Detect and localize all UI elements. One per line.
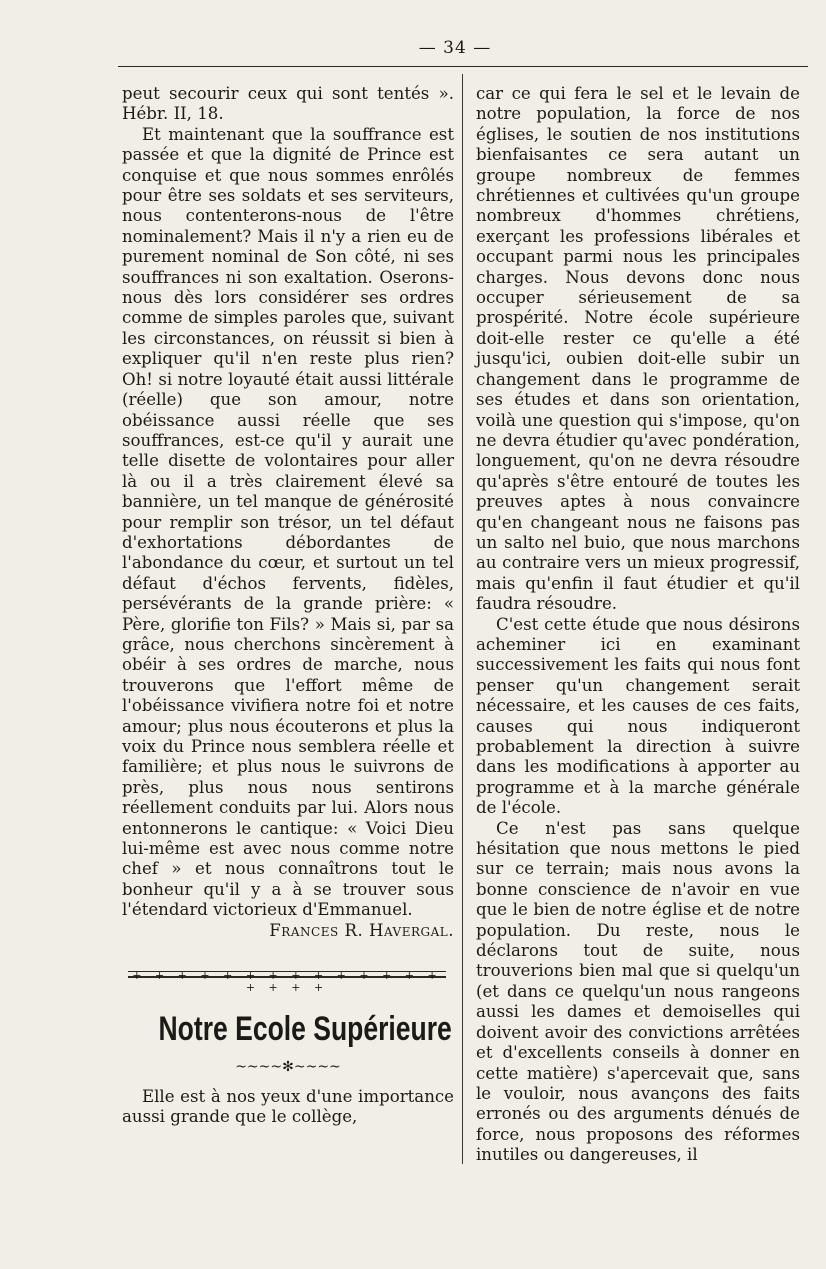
signature: Frances R. Havergal. — [269, 920, 454, 940]
column-divider — [462, 74, 463, 1164]
section-ornament — [128, 967, 446, 995]
right-column — [476, 84, 800, 1166]
right-paragraph-3: Ce n'est pas sans quelque hésitation que nous mettons le pied sur ce terrain; mais nous avons la bonne conscience de n'avoir en vue que le bien de notre église et de notre population. Du reste, nous le déclarons tout de suite, nous trouverions bien mal que si quelqu'un (et dans ce quelqu'un nous rangeons aussi les dames et demoiselles qui doivent avoir des convictions arrêtées et d'excellents conseils à donner en cette matière) s'apercevait que, sans le vouloir, nous avançons des faits erronés ou des arguments dénués de force, nous proposons des réformes inutiles ou dangereuses, il — [476, 818, 800, 1165]
ornament-crosses: + + + + + + + + + + + + + + + + + + — [132, 969, 442, 995]
article-intro: Elle est à nos yeux d'une importance aussi grande que le collège, — [122, 1087, 454, 1127]
left-paragraph-2: Et maintenant que la souffrance est passée et que la dignité de Prince est conquise et que nous sommes enrôlés pour être ses soldats et ses serviteurs, nous contenterons-nous de l'être nominalement? Mais il n'y a rien eu de purement nominal de Son côté, ni ses souffrances ni son exaltation. Oserons-nous dès lors considérer ses ordres comme de simples paroles que, suivant les circonstances, on réussit si bien à expliquer qu'il n'en reste plus rien? Oh! si notre loyauté était aussi littérale (réelle) que son amour, notre obéissance aussi réelle que ses souffrances, est-ce qu'il y aurait une telle disette de volontaires pour aller là ou il a très clairement élevé sa bannière, un tel manque de générosité pour remplir son trésor, un tel défaut d'exhortations débordantes de l'abondance du cœur, et surtout un tel défaut d'échos fervents, fidèles, persévérants de la grande prière: « Père, glorifie ton Fils? » Mais si, par sa grâce, nous cherchons sincèrement à obéir à ses ordres de marche, nous trouverons que l'effort même de l'obéissance vivifiera notre foi et notre amour; plus nous écouterons et plus la voix du Prince nous semblera réelle et familière; et plus nous le suivrons de près, plus nous nous sentirons réellement conduits par lui. Alors nous entonnerons le cantique: « Voici Dieu lui-même est avec nous comme notre chef » et nous connaîtrons tout le bonheur qu'il y a à se trouver sous l'étendard victorieux d'Emmanuel. — [122, 124, 454, 920]
article-title: Notre Ecole Supérieure — [158, 1010, 452, 1049]
right-paragraph-2: C'est cette étude que nous désirons acheminer ici en examinant successivement les faits qui nous font penser qu'un changement serait nécessaire, et les causes de ces faits, causes qui nous indiqueront probablement la direction à suivre dans les modifications à apporter au programme et à la marche générale de l'école. — [476, 614, 800, 818]
left-paragraph-1: peut secourir ceux qui sont tentés ». Hébr. II, 18. — [122, 84, 454, 124]
header-rule — [118, 66, 808, 67]
left-column — [122, 84, 454, 1128]
page-number: — 34 — — [418, 38, 492, 58]
title-flourish: ~~~~✻~~~~ — [235, 1059, 341, 1076]
right-paragraph-1: car ce qui fera le sel et le levain de notre population, la force de nos églises, le soutien de nos institutions bienfaisantes ce sera autant un groupe nombreux de femmes chrétiennes et cultivées qu'un groupe nombreux d'hommes chrétiens, exerçant les professions libérales et occupant parmi nous les principales charges. Nous devons donc nous occuper sérieusement de sa prospérité. Notre école supérieure doit-elle rester ce qu'elle a été jusqu'ici, oubien doit-elle subir un changement dans le programme de ses études et dans son orientation, voilà une question qui s'impose, qu'on ne devra étudier qu'avec pondération, longuement, qu'on ne devra résoudre qu'après s'être entouré de toutes les preuves aptes à nous convaincre qu'en changeant nous ne faisons pas un salto nel buio, que nous marchons au contraire vers un mieux progressif, mais qu'enfin il faut étudier et qu'il faudra résoudre. — [476, 84, 800, 614]
